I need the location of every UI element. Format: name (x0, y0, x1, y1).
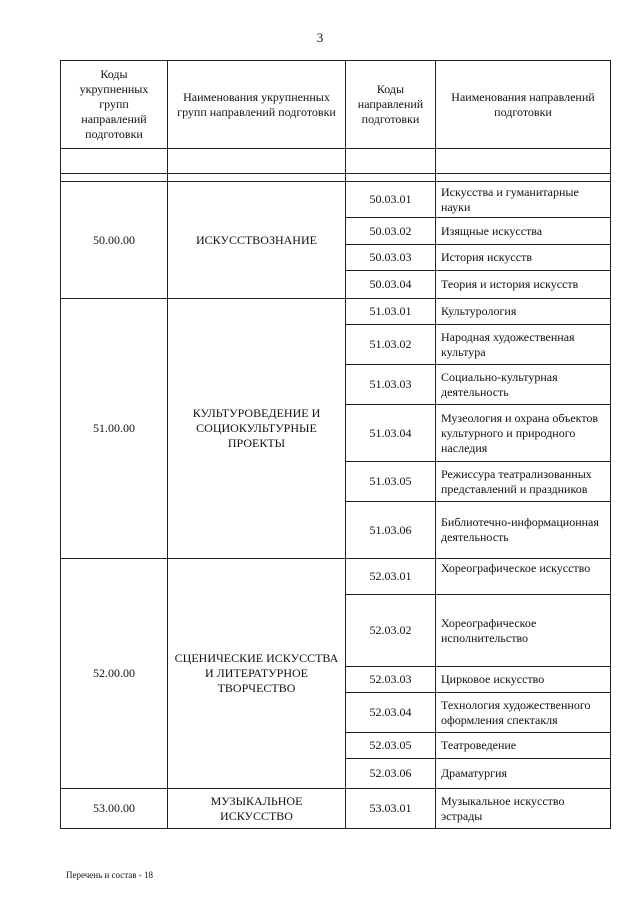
header-group-names: Наименования укрупненных групп направлений подготовки (168, 61, 346, 149)
empty-cell (346, 174, 436, 182)
empty-cell (168, 149, 346, 174)
direction-name: Библиотечно-информационная деятельность (436, 502, 611, 559)
direction-name: Изящные искусства (436, 218, 611, 245)
direction-code: 52.03.06 (346, 759, 436, 789)
direction-name: Музыкальное искусство эстрады (436, 789, 611, 829)
direction-name: Хореографическое исполнительство (436, 595, 611, 667)
direction-code: 53.03.01 (346, 789, 436, 829)
direction-code: 52.03.03 (346, 667, 436, 693)
group-code: 52.00.00 (61, 559, 168, 789)
group-name: КУЛЬТУРОВЕДЕНИЕ И СОЦИОКУЛЬТУРНЫЕ ПРОЕКТЫ (168, 299, 346, 559)
direction-name: Театроведение (436, 733, 611, 759)
direction-code: 50.03.02 (346, 218, 436, 245)
direction-code: 51.03.02 (346, 325, 436, 365)
table-row (61, 789, 611, 829)
group-code: 51.00.00 (61, 299, 168, 559)
direction-code: 51.03.04 (346, 405, 436, 462)
table-row (61, 299, 611, 325)
empty-cell (436, 174, 611, 182)
direction-code: 52.03.05 (346, 733, 436, 759)
direction-name: Технология художественного оформления спектакля (436, 693, 611, 733)
direction-code: 50.03.04 (346, 271, 436, 299)
direction-code: 51.03.01 (346, 299, 436, 325)
header-direction-codes: Коды направлений подготовки (346, 61, 436, 149)
table-row (61, 182, 611, 218)
direction-name: Теория и история искусств (436, 271, 611, 299)
group-name: МУЗЫКАЛЬНОЕ ИСКУССТВО (168, 789, 346, 829)
direction-code: 52.03.04 (346, 693, 436, 733)
direction-name: Драматургия (436, 759, 611, 789)
empty-cell (61, 149, 168, 174)
direction-name: Музеология и охрана объектов культурного и природного наследия (436, 405, 611, 462)
header-group-codes: Коды укрупненных групп направлений подготовки (61, 61, 168, 149)
page-number: 3 (316, 30, 324, 45)
direction-code: 50.03.01 (346, 182, 436, 218)
empty-cell (61, 174, 168, 182)
programs-table (60, 60, 611, 829)
direction-code: 52.03.02 (346, 595, 436, 667)
direction-name: Искусства и гуманитарные науки (436, 182, 611, 218)
header-direction-names: Наименования направлений подготовки (436, 61, 611, 149)
empty-cell (436, 149, 611, 174)
group-name: ИСКУССТВОЗНАНИЕ (168, 182, 346, 299)
empty-cell (346, 149, 436, 174)
direction-name: Народная художественная культура (436, 325, 611, 365)
direction-name: История искусств (436, 245, 611, 271)
table-header-row (61, 61, 611, 149)
group-code: 50.00.00 (61, 182, 168, 299)
empty-row (61, 149, 611, 174)
spacer-row (61, 174, 611, 182)
table-row (61, 559, 611, 595)
group-name: СЦЕНИЧЕСКИЕ ИСКУССТВА И ЛИТЕРАТУРНОЕ ТВОРЧЕСТВО (168, 559, 346, 789)
direction-name: Культурология (436, 299, 611, 325)
direction-name: Цирковое искусство (436, 667, 611, 693)
direction-name: Режиссура театрализованных представлений и праздников (436, 462, 611, 502)
empty-cell (168, 174, 346, 182)
direction-code: 51.03.06 (346, 502, 436, 559)
group-code: 53.00.00 (61, 789, 168, 829)
direction-code: 51.03.05 (346, 462, 436, 502)
footer-note: Перечень и состав - 18 (66, 870, 154, 880)
direction-code: 50.03.03 (346, 245, 436, 271)
direction-code: 52.03.01 (346, 559, 436, 595)
direction-name: Хореографическое искусство (436, 559, 611, 595)
direction-name: Социально-культурная деятельность (436, 365, 611, 405)
direction-code: 51.03.03 (346, 365, 436, 405)
